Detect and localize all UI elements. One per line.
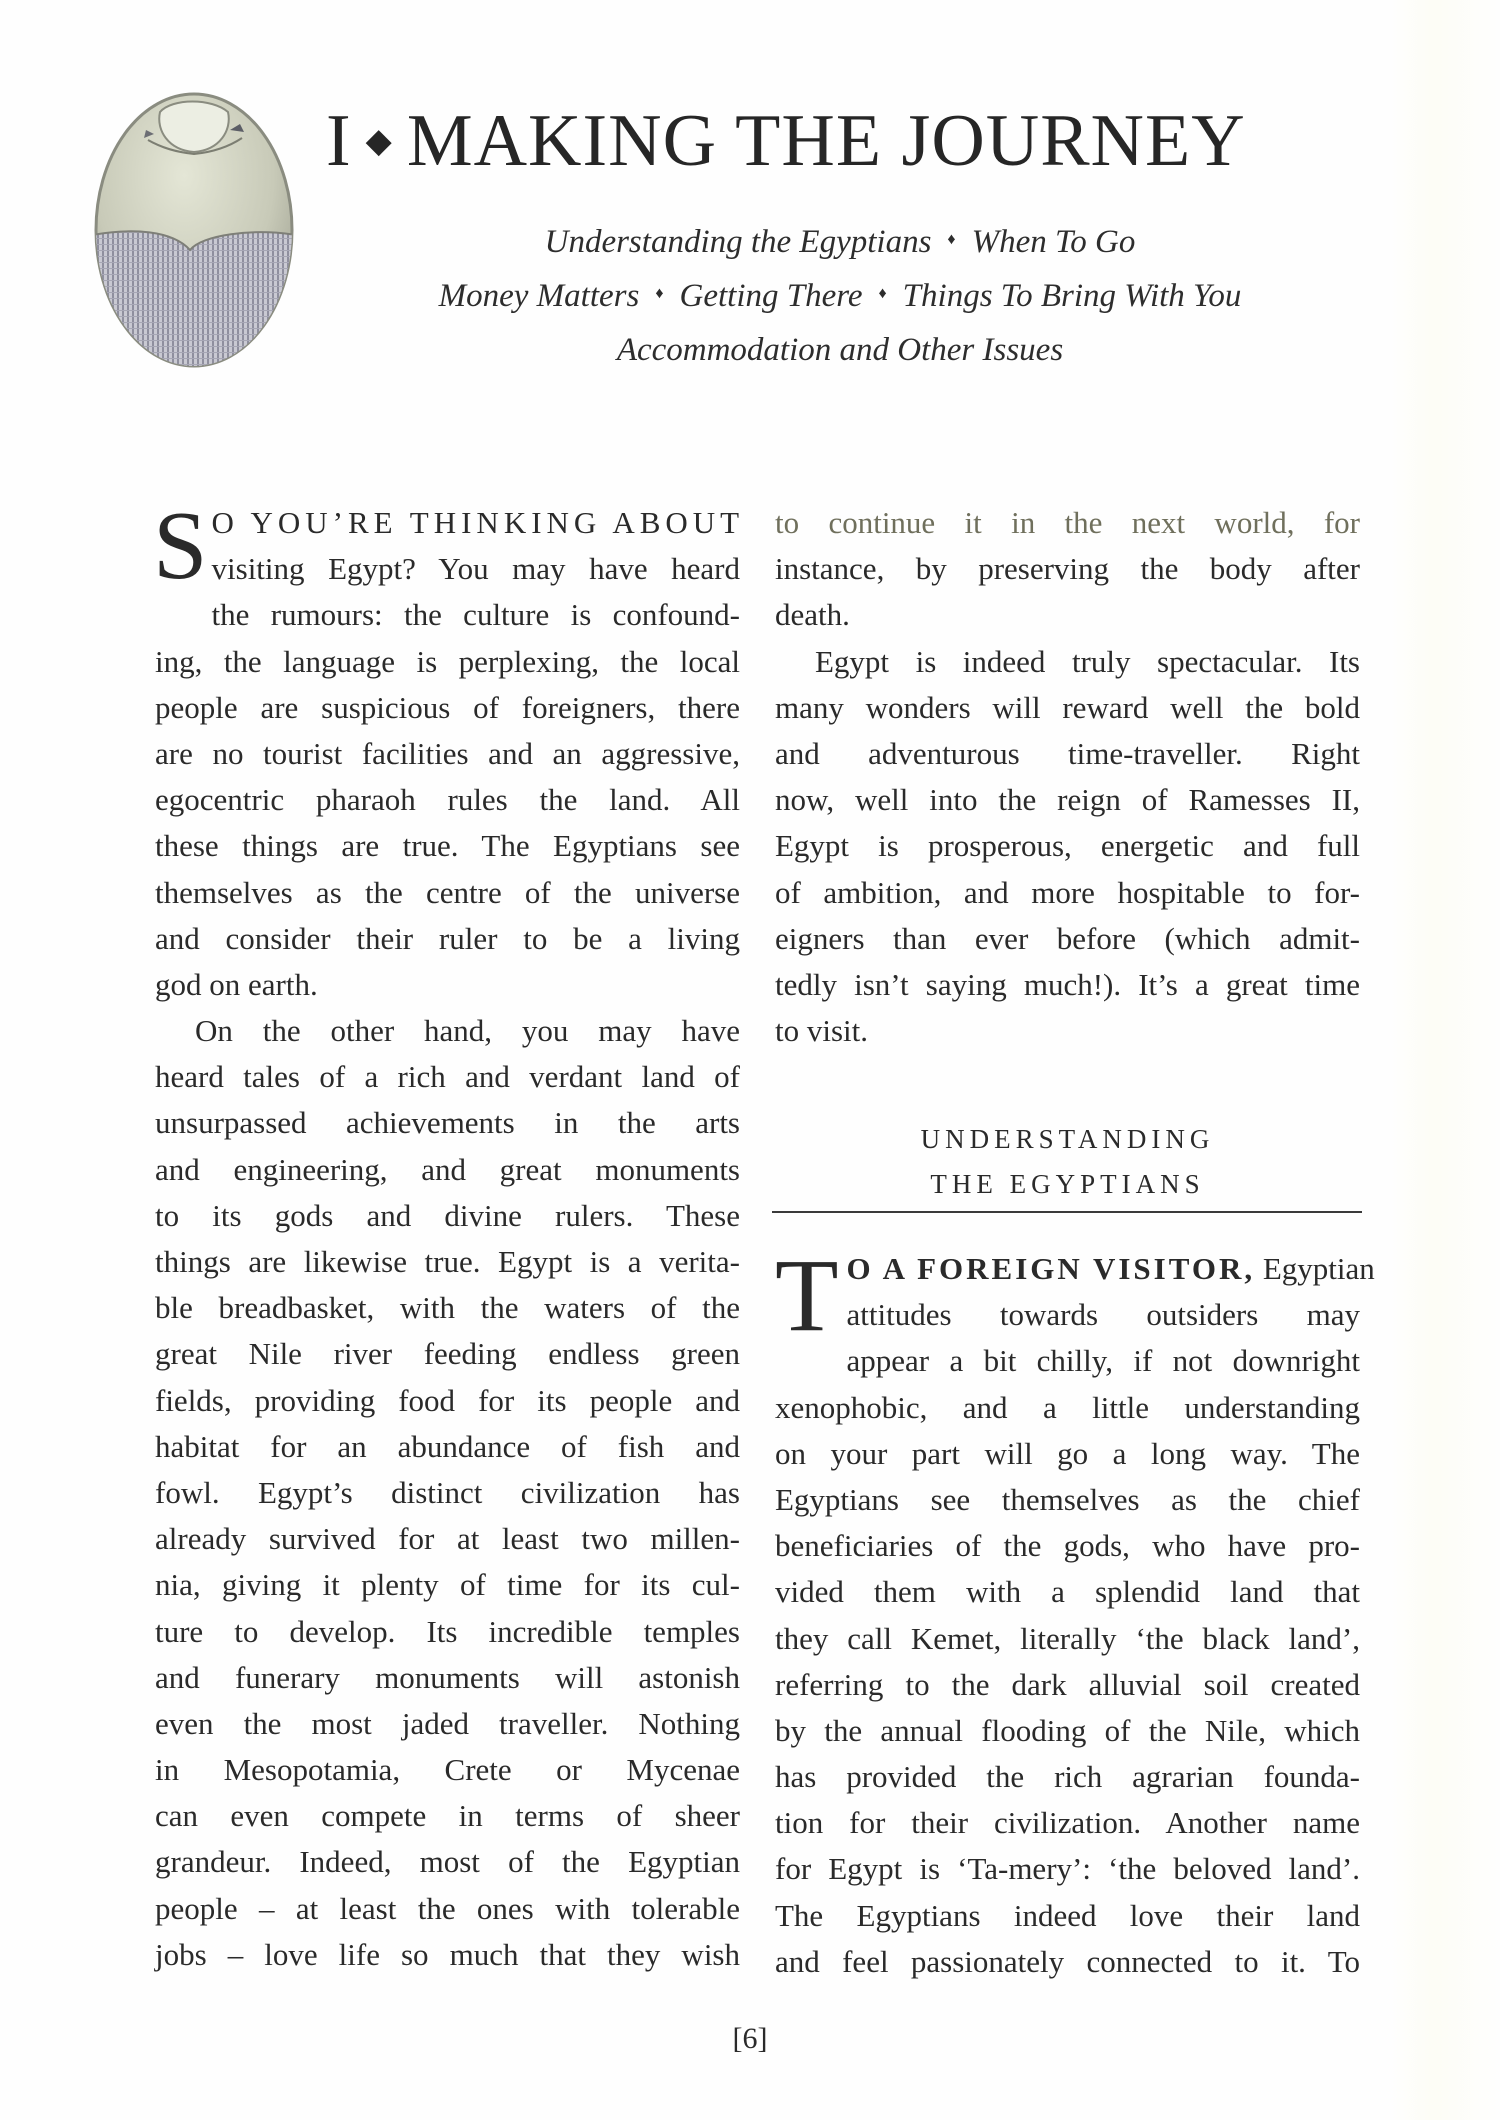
topic-accommodation: Accommodation and Other Issues xyxy=(616,332,1064,368)
lead-in-text: O YOU’RE THINKING ABOUT xyxy=(211,505,745,540)
text-line: they call Kemet, literally ‘the black land’, xyxy=(775,1620,1360,1656)
text-line: fields, providing food for its people and xyxy=(155,1382,740,1418)
text-line: habitat for an abundance of fish and xyxy=(155,1428,740,1464)
page-number: [6] xyxy=(732,2022,768,2055)
text-line: and engineering, and great monuments xyxy=(155,1151,740,1187)
text-line: to its gods and divine rulers. These xyxy=(155,1197,740,1233)
foreign-visitor-paragraph xyxy=(775,1238,1375,1985)
continued-paragraph xyxy=(775,500,1360,639)
text-line: and adventurous time-traveller. Right xyxy=(775,735,1360,771)
text-line: and consider their ruler to be a living xyxy=(155,920,740,956)
text-line: vided them with a splendid land that xyxy=(775,1574,1360,1610)
text-line: grandeur. Indeed, most of the Egyptian xyxy=(155,1844,740,1880)
text-line: of ambition, and more hospitable to for- xyxy=(775,874,1360,910)
other-hand-paragraph xyxy=(155,1008,740,1978)
text-line: people are suspicious of foreigners, there xyxy=(155,689,740,725)
diamond-separator-icon: ♦ xyxy=(878,285,887,303)
text-line: On the other hand, you may have xyxy=(195,1013,740,1049)
section-heading-line-1: UNDERSTANDING xyxy=(920,1124,1215,1154)
topic-getting-there: Getting There xyxy=(679,278,863,314)
left-text-column xyxy=(153,492,745,1978)
text-line: tedly isn’t saying much!). It’s a great time xyxy=(775,966,1360,1002)
text-line: Egypt is prosperous, energetic and full xyxy=(775,828,1360,864)
text-line: to continue it in the next world, for xyxy=(775,505,1360,540)
text-line: for Egypt is ‘Ta-mery’: ‘the beloved land’. xyxy=(775,1851,1360,1887)
text-line: and feel passionately connected to it. To xyxy=(775,1943,1360,1979)
text-line: eigners than ever before (which admit- xyxy=(775,920,1360,956)
chapter-topics-line-2 xyxy=(320,276,1360,318)
diamond-separator-icon: ♦ xyxy=(655,285,664,303)
scan-edge-shading xyxy=(1390,0,1500,2120)
text-line: already survived for at least two millen- xyxy=(155,1521,740,1557)
text-line: great Nile river feeding endless green xyxy=(155,1336,740,1372)
text-line: these things are true. The Egyptians see xyxy=(155,828,740,864)
chapter-topics-line-3 xyxy=(320,330,1360,370)
diamond-separator-icon: ♦ xyxy=(947,231,956,249)
chapter-topics-line-1 xyxy=(320,222,1360,264)
lead-in-text: O A FOREIGN VISITOR, xyxy=(846,1251,1256,1286)
text-line: things are likewise true. Egypt is a verita- xyxy=(155,1244,740,1279)
topic-money-matters: Money Matters xyxy=(438,278,640,314)
text-line: appear a bit chilly, if not downright xyxy=(846,1343,1360,1379)
topic-understanding-the-egyptians: Understanding the Egyptians xyxy=(544,224,932,260)
chapter-title-text: MAKING THE JOURNEY xyxy=(406,100,1246,182)
right-text-column xyxy=(775,500,1360,1054)
section-heading-line-2: THE EGYPTIANS xyxy=(930,1169,1205,1199)
diamond-icon: ◆ xyxy=(365,123,393,161)
section-divider xyxy=(772,1211,1362,1213)
text-line: has provided the rich agrarian founda- xyxy=(775,1759,1360,1795)
text-line: are no tourist facilities and an aggressive, xyxy=(155,735,740,771)
chapter-title xyxy=(326,96,1366,186)
text-line: attitudes towards outsiders may xyxy=(846,1297,1360,1333)
text-line: Egyptians see themselves as the chief xyxy=(775,1481,1360,1517)
text-line: nia, giving it plenty of time for its cul- xyxy=(155,1567,740,1603)
text-line: tion for their civilization. Another name xyxy=(775,1805,1360,1841)
text-line: beneficiaries of the gods, who have pro- xyxy=(775,1528,1360,1564)
section-text-column xyxy=(775,1238,1375,1985)
chapter-numeral: I xyxy=(326,100,352,182)
text-line: ture to develop. Its incredible temples xyxy=(155,1613,740,1649)
text-line: the rumours: the culture is confound- xyxy=(211,597,740,633)
text-line: ble breadbasket, with the waters of the xyxy=(155,1290,740,1326)
topic-things-to-bring: Things To Bring With You xyxy=(902,278,1242,314)
spectacular-paragraph xyxy=(775,639,1360,1055)
text-line: can even compete in terms of sheer xyxy=(155,1798,740,1834)
text-line: visiting Egypt? You may have heard xyxy=(211,551,740,587)
text-line: ing, the language is perplexing, the local xyxy=(155,643,740,679)
text-line: jobs – love life so much that they wish xyxy=(155,1936,740,1972)
text-line: to visit. xyxy=(775,1013,869,1049)
text-line xyxy=(775,1246,1375,1292)
text-line: themselves as the centre of the universe xyxy=(155,874,740,910)
text-line: by the annual flooding of the Nile, which xyxy=(775,1712,1360,1748)
text-line: god on earth. xyxy=(155,966,318,1002)
text-line: now, well into the reign of Ramesses II, xyxy=(775,782,1360,818)
text-line: Egypt is indeed truly spectacular. Its xyxy=(815,643,1360,679)
text-line: referring to the dark alluvial soil created xyxy=(775,1666,1360,1702)
intro-paragraph xyxy=(153,492,745,1008)
text-line: instance, by preserving the body after xyxy=(775,551,1360,587)
scarab-illustration xyxy=(92,90,296,370)
dropcap-t: T xyxy=(775,1238,839,1353)
text-line: fowl. Egypt’s distinct civilization has xyxy=(155,1474,740,1510)
text-line: even the most jaded traveller. Nothing xyxy=(155,1705,740,1741)
text-line: many wonders will reward well the bold xyxy=(775,689,1360,725)
text-line: unsurpassed achievements in the arts xyxy=(155,1105,740,1141)
text-line: The Egyptians indeed love their land xyxy=(775,1897,1360,1933)
text-line: egocentric pharaoh rules the land. All xyxy=(155,782,740,818)
text-line: xenophobic, and a little understanding xyxy=(775,1389,1360,1425)
text-line: and funerary monuments will astonish xyxy=(155,1659,740,1695)
text-line: in Mesopotamia, Crete or Mycenae xyxy=(155,1752,740,1788)
lead-in-rest: Egyptian xyxy=(1262,1251,1375,1286)
text-line: on your part will go a long way. The xyxy=(775,1435,1360,1471)
text-line: death. xyxy=(775,597,850,633)
dropcap-s: S xyxy=(153,492,208,600)
topic-when-to-go: When To Go xyxy=(971,224,1136,260)
text-line: heard tales of a rich and verdant land of xyxy=(155,1059,740,1095)
text-line: people – at least the ones with tolerable xyxy=(155,1890,740,1926)
